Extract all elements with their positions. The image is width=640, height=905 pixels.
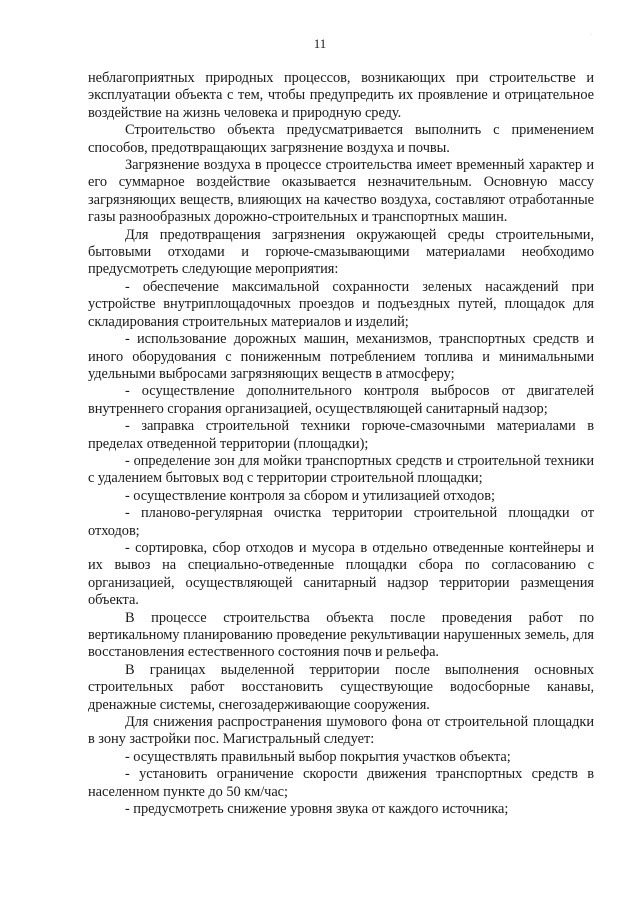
- paragraph: В процессе строительства объекта после проведения работ по вертикальному планированию проведение рекультивации нарушенных земель, для восстановления естественного состояния почв и рельефа.: [88, 609, 594, 661]
- paragraph: Для снижения распространения шумового фона от строительной площадки в зону застройки пос. Магистральный следует:: [88, 714, 594, 748]
- paragraph: Строительство объекта предусматривается выполнить с применением способов, предотвращающих загрязнение воздуха и почвы.: [88, 122, 594, 156]
- paragraph: - определение зон для мойки транспортных средств и строительной техники с удалением бытовых вод с территории строительной площадки;: [88, 452, 594, 487]
- paragraph: - использование дорожных машин, механизмов, транспортных средств и иного оборудования с пониженным потреблением топлива и минимальными удельными выбросами загрязняющих веществ в атмосферу;: [88, 331, 594, 382]
- paragraph: - сортировка, сбор отходов и мусора в отдельно отведенные контейнеры и их вывоз на специально-отведенные площадки сбора по согласованию с организацией, осуществляющей санитарный надзор территории размещения объекта.: [88, 539, 594, 609]
- paragraph: - заправка строительной техники горюче-смазочными материалами в пределах отведенной территории (площадки);: [88, 418, 594, 452]
- paragraph: неблагоприятных природных процессов, возникающих при строительстве и эксплуатации объекта с тем, чтобы предупредить их проявление и отрицательное воздействие на жизнь человека и природную среду.: [88, 70, 594, 121]
- paragraph: - осуществление дополнительного контроля выбросов от двигателей внутреннего сгорания организацией, осуществляющей санитарный надзор;: [88, 383, 594, 417]
- paragraph: - обеспечение максимальной сохранности зеленых насаждений при устройстве внутриплощадочных проездов и подъездных путей, площадок для складирования строительных материалов и изделий;: [88, 278, 594, 330]
- document-body: [88, 70, 594, 818]
- paragraph: - установить ограничение скорости движения транспортных средств в населенном пункте до 50 км/час;: [88, 766, 594, 800]
- paragraph: Для предотвращения загрязнения окружающей среды строительными, бытовыми отходами и горюче-смазывающими материалами необходимо предусмотреть следующие мероприятия:: [88, 226, 594, 278]
- page-number: 11: [313, 36, 327, 51]
- paragraph: Загрязнение воздуха в процессе строительства имеет временный характер и его суммарное воздействие оказывается незначительным. Основную массу загрязняющих веществ, влияющих на качество воздуха, составляют отработанные газы разнообразных дорожно-строительных и транспортных машин.: [88, 157, 594, 226]
- paragraph: В границах выделенной территории после выполнения основных строительных работ восстановить существующие водосборные канавы, дренажные системы, снегозадерживающие сооружения.: [88, 661, 594, 713]
- paragraph: - предусмотреть снижение уровня звука от каждого источника;: [125, 801, 509, 818]
- paragraph: - осуществление контроля за сбором и утилизацией отходов;: [125, 487, 495, 504]
- paragraph: - планово-регулярная очистка территории строительной площадки от отходов;: [88, 505, 594, 539]
- paragraph: - осуществлять правильный выбор покрытия участков объекта;: [125, 748, 511, 765]
- corner-mark: ·: [590, 32, 592, 38]
